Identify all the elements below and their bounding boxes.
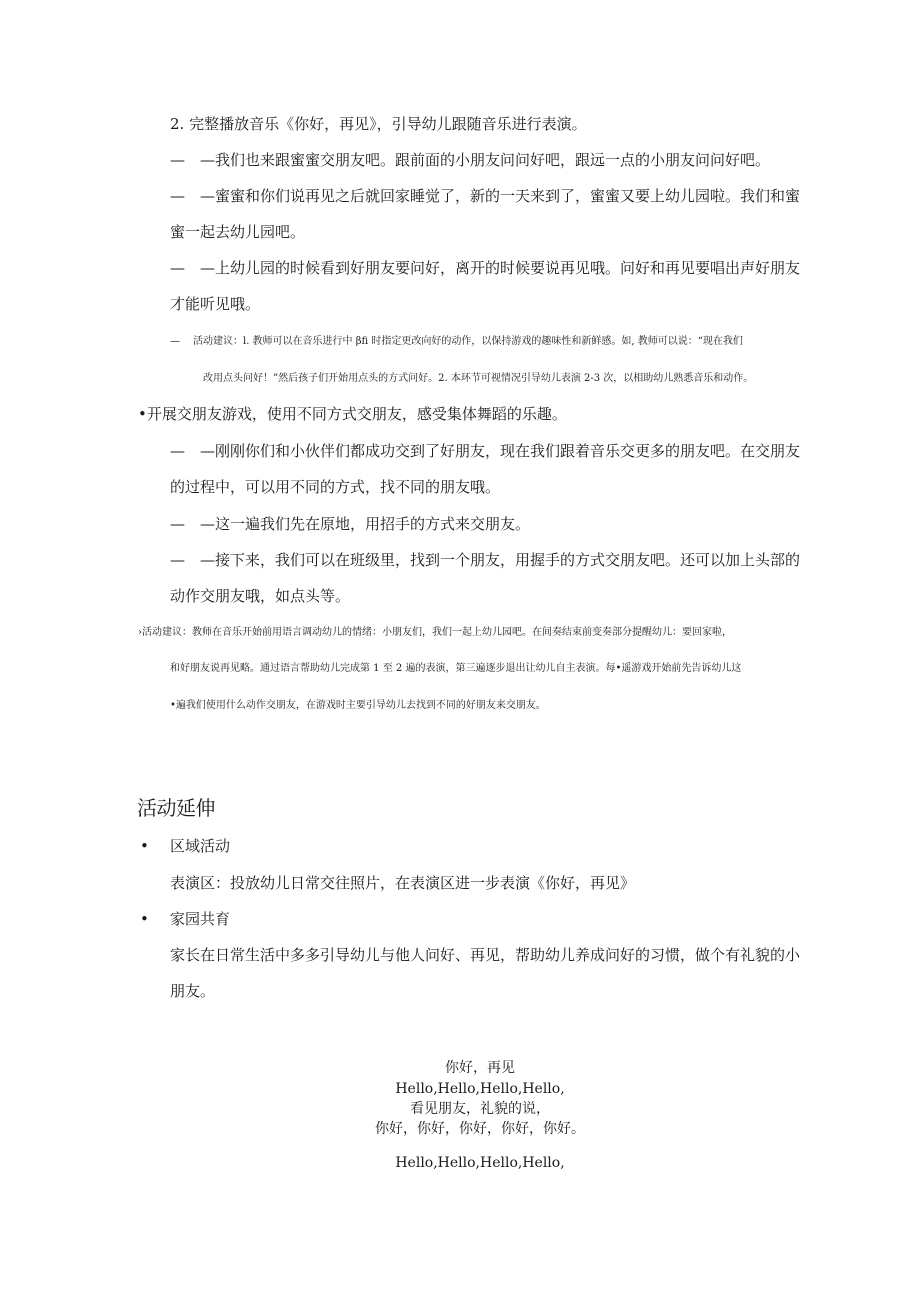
dash-marker: — [170, 442, 185, 460]
paragraph-friends-3-line2: 动作交朋友哦，如点头等。 [170, 587, 351, 605]
dash-marker: — [170, 551, 185, 569]
activity-note-1-line2: 改用点头问好！”然后孩子们开始用点头的方式问好。2. 本环节可视情况引导幼儿表演 2-3 次，以相助幼儿熟悉音乐和动作。 [203, 373, 754, 384]
extension-item-2-line1: 家长在日常生活中多多引导幼儿与他人问好、再见，帮助幼儿养成问好的习惯，做个有礼貌的小 [170, 946, 801, 964]
song-lyric-line-2: 看见朋友，礼貌的说， [410, 1101, 550, 1117]
dash-marker: — [170, 187, 185, 205]
section-heading-extension: 活动延伸 [137, 796, 215, 820]
activity-note-1-line1: 活动建议：l. 教师可以在音乐进行中 βfi 时指定更改向好的动作，以保持游戏的趣味性和新鲜感。如, 教师可以说：“现在我们 [193, 336, 743, 347]
section-2-title: •开展交朋友游戏，使用不同方式交朋友，感受集体舞蹈的乐趣。 [138, 405, 567, 423]
paragraph-dialogue-1: —我们也来跟蜜蜜交朋友吧。跟前面的小朋友问问好吧，跟远一点的小朋友问问好吧。 [200, 151, 771, 169]
extension-item-2-line2: 朋友。 [170, 982, 216, 1000]
paragraph-friends-1-line2: 的过程中，可以用不同的方式，找不同的朋友哦。 [170, 478, 501, 496]
dash-marker: — [170, 151, 185, 169]
dash-marker: — [170, 515, 185, 533]
activity-note-2-line2: 和好朋友说再见略。通过语言帮助幼儿完成第 1 至 2 遍的表演，第三遍逐步退出让幼儿自主表演。每•遥游戏开始前先告诉幼儿这 [170, 663, 742, 674]
song-lyric-line-4: Hello,Hello,Hello,Hello, [395, 1155, 565, 1171]
paragraph-dialogue-3-line2: 才能听见哦。 [170, 295, 261, 313]
activity-note-2-line1: ›活动建议：教师在音乐开始前用语言调动幼儿的情绪：小朋友们，我们一起上幼儿园吧。在间奏结束前变奏部分提醒幼儿：要回家啦， [138, 627, 732, 638]
paragraph-dialogue-3-line1: —上幼儿园的时候看到好朋友要问好，离开的时候要说再见哦。问好和再见要唱出声好朋友 [200, 259, 801, 277]
paragraph-friends-1-line1: —刚刚你们和小伙伴们都成功交到了好朋友，现在我们跟着音乐交更多的朋友吧。在交朋友 [200, 442, 801, 460]
song-lyric-line-3: 你好，你好，你好，你好，你好。 [375, 1121, 585, 1137]
bullet-marker: • [140, 910, 149, 928]
extension-item-2-title: 家园共育 [170, 910, 231, 928]
dash-marker: — [170, 259, 185, 277]
bullet-marker: • [140, 837, 149, 855]
dash-marker: — [170, 336, 180, 347]
paragraph-friends-2: —这一遍我们先在原地，用招手的方式来交朋友。 [200, 515, 531, 533]
step-2-text: 2. 完整播放音乐《你好，再见》，引导幼儿跟随音乐进行表演。 [170, 115, 587, 133]
song-lyric-line-1: Hello,Hello,Hello,Hello, [395, 1081, 565, 1097]
song-title: 你好，再见 [445, 1060, 515, 1076]
extension-item-1-title: 区域活动 [170, 837, 231, 855]
paragraph-friends-3-line1: —接下来，我们可以在班级里，找到一个朋友，用握手的方式交朋友吧。还可以加上头部的 [200, 551, 801, 569]
paragraph-dialogue-2-line1: —蜜蜜和你们说再见之后就回家睡觉了，新的一天来到了，蜜蜜又要上幼儿园啦。我们和蜜 [200, 187, 801, 205]
extension-item-1-text: 表演区：投放幼儿日常交往照片，在表演区进一步表演《你好，再见》 [170, 874, 636, 892]
activity-note-2-line3: •遍我们使用什么动作交朋友，在游戏时主要引导幼儿去找到不同的好朋友来交朋友。 [170, 700, 546, 711]
paragraph-dialogue-2-line2: 蜜一起去幼儿园吧。 [170, 223, 306, 241]
